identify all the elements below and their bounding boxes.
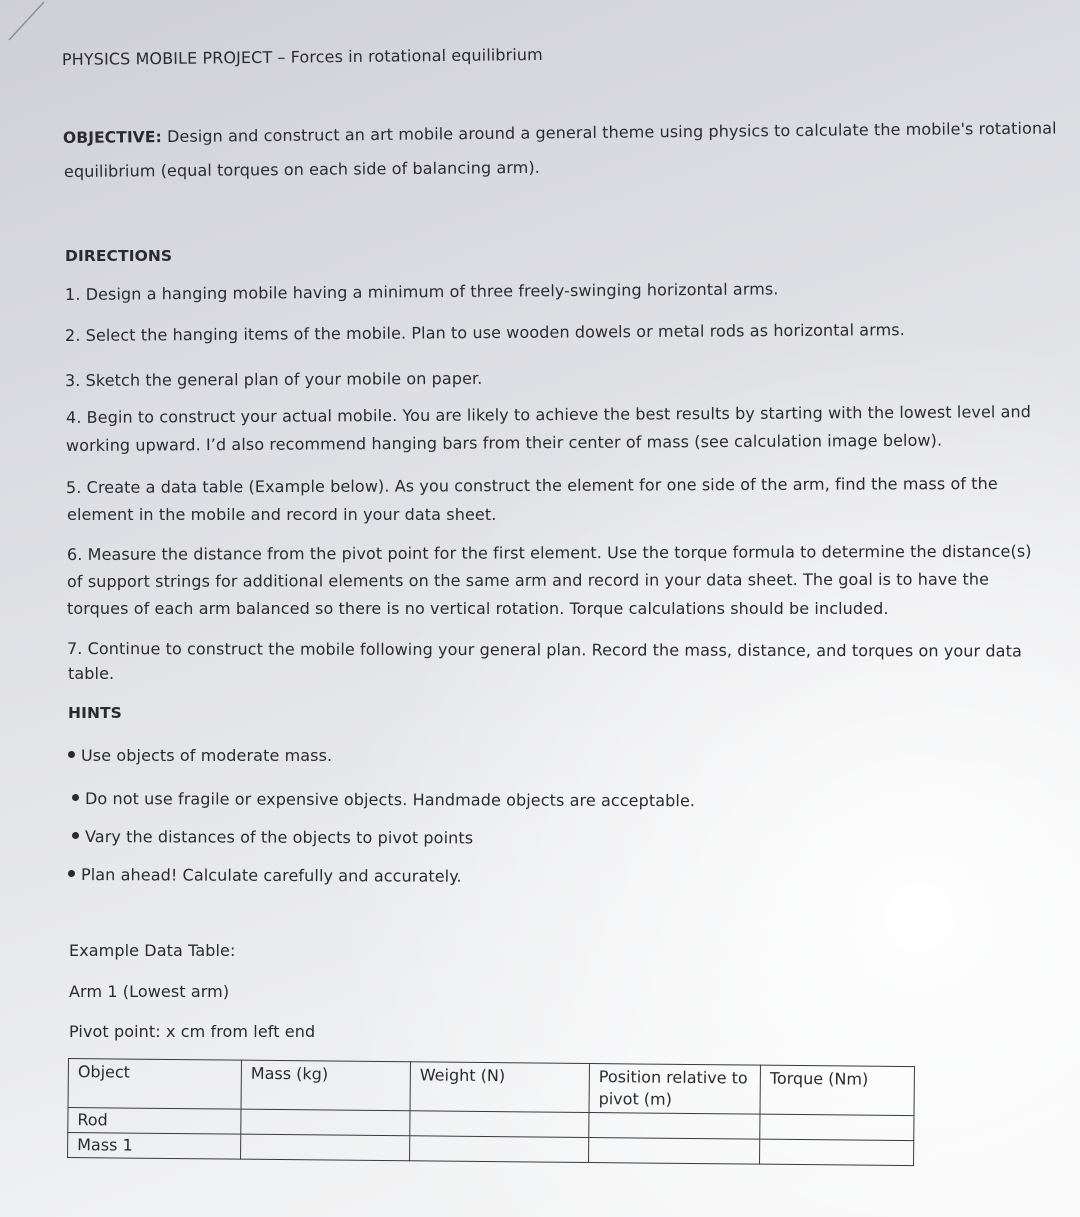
- hint-item-3: [72, 827, 473, 847]
- direction-step-4-line-1: 4. Begin to construct your actual mobile. You are likely to achieve the best results by starting with the lowest level and: [65, 402, 1032, 427]
- table-cell: [760, 1139, 914, 1165]
- hint-text: Use objects of moderate mass.: [81, 746, 333, 765]
- hint-item-4: [68, 865, 462, 886]
- direction-step-2: 2. Select the hanging items of the mobile. Plan to use wooden dowels or metal rods as horizontal arms.: [64, 320, 905, 345]
- example-table-label: Example Data Table:: [69, 941, 236, 960]
- direction-step-7-line-1: 7. Continue to construct the mobile following your general plan. Record the mass, distance, and torques on your data: [66, 639, 1022, 661]
- direction-step-5-line-1: 5. Create a data table (Example below). As you construct the element for one side of the arm, find the mass of the: [65, 473, 998, 497]
- table-cell: [241, 1134, 410, 1161]
- table-cell: Mass 1: [68, 1133, 241, 1160]
- header-object: Object: [68, 1059, 241, 1110]
- bullet-icon: [72, 832, 79, 839]
- hint-text: Do not use fragile or expensive objects. Handmade objects are acceptable.: [84, 789, 696, 811]
- bullet-icon: [68, 870, 75, 877]
- table-cell: [410, 1111, 589, 1138]
- hint-text: Vary the distances of the objects to pivot points: [84, 827, 474, 848]
- direction-step-6-line-3: torques of each arm balanced so there is no vertical rotation. Torque calculations should be included.: [67, 599, 889, 618]
- hints-heading: HINTS: [68, 704, 122, 722]
- hint-item-1: [68, 746, 332, 765]
- direction-step-4-line-2: working upward. I’d also recommend hanging bars from their center of mass (see calculation image below).: [65, 430, 943, 455]
- table-cell: Rod: [68, 1108, 241, 1135]
- directions-heading: DIRECTIONS: [65, 247, 173, 265]
- hint-item-2: [72, 789, 695, 810]
- table-cell: [241, 1109, 410, 1136]
- table-cell: [589, 1113, 760, 1140]
- header-mass: Mass (kg): [241, 1060, 410, 1111]
- direction-step-7-line-2: table.: [68, 664, 115, 683]
- objective-line-2: equilibrium (equal torques on each side of balancing arm).: [63, 157, 541, 181]
- objective-label: OBJECTIVE:: [62, 128, 162, 147]
- bullet-icon: [72, 794, 79, 801]
- direction-step-6-line-1: 6. Measure the distance from the pivot point for the first element. Use the torque formula to determine the distance(s): [66, 541, 1032, 564]
- hint-text: Plan ahead! Calculate carefully and accurately.: [80, 865, 462, 886]
- objective-line-1: [63, 118, 1057, 147]
- arm-label: Arm 1 (Lowest arm): [69, 982, 230, 1001]
- page-title: [62, 45, 543, 69]
- table-cell: [760, 1114, 914, 1140]
- direction-step-5-line-2: element in the mobile and record in your data sheet.: [67, 505, 497, 524]
- objective-text-1: Design and construct an art mobile around a general theme using physics to calculate the mobile's rotational: [161, 118, 1057, 147]
- pivot-label: Pivot point: x cm from left end: [69, 1022, 316, 1041]
- title-rest: – Forces in rotational equilibrium: [272, 44, 543, 67]
- header-torque: Torque (Nm): [760, 1065, 914, 1115]
- table-header-row: [68, 1059, 914, 1116]
- direction-step-6-line-2: of support strings for additional elements on the same arm and record in your data sheet. The goal is to have the: [66, 569, 990, 591]
- header-weight: Weight (N): [410, 1062, 589, 1113]
- table-cell: [410, 1136, 589, 1163]
- direction-step-3: 3. Sketch the general plan of your mobile on paper.: [64, 368, 483, 390]
- title-bold: PHYSICS MOBILE PROJECT: [61, 47, 273, 69]
- header-position: Position relative to pivot (m): [589, 1064, 760, 1115]
- table-cell: [589, 1138, 760, 1165]
- bullet-icon: [68, 751, 75, 758]
- example-data-table: [67, 1058, 915, 1166]
- direction-step-1: 1. Design a hanging mobile having a minimum of three freely-swinging horizontal arms.: [64, 279, 779, 304]
